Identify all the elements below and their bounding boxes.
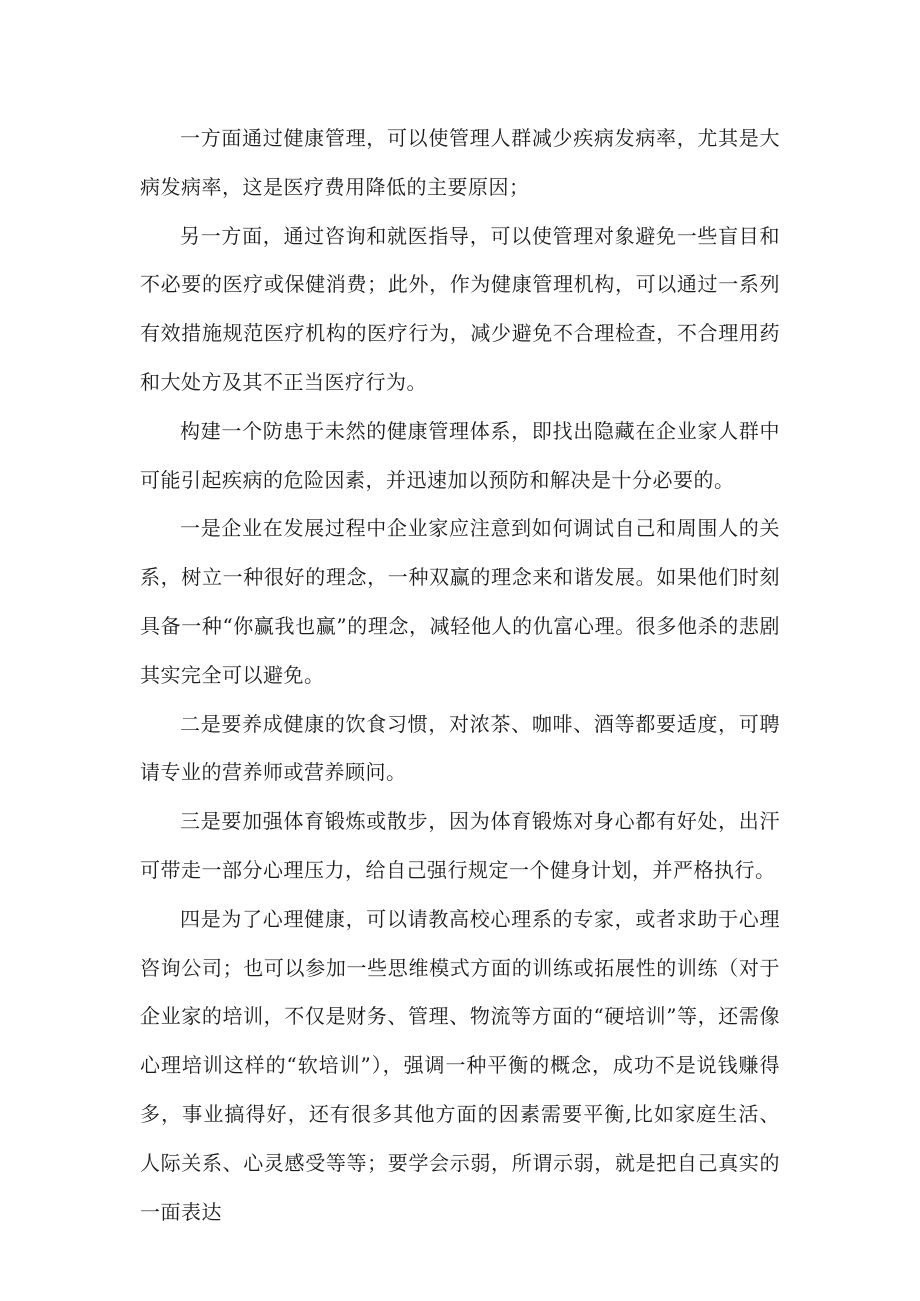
paragraph-point-three-exercise: 三是要加强体育锻炼或散步，因为体育锻炼对身心都有好处，出汗可带走一部分心理压力，给自己强行规定一个健身计划，并严格执行。 — [140, 809, 780, 882]
paragraph-point-one-relationships: 一是企业在发展过程中企业家应注意到如何调试自己和周围人的关系，树立一种很好的理念，一种双赢的理念来和谐发展。如果他们时刻具备一种“你赢我也赢”的理念，减轻他人的仇富心理。很多他杀的悲剧其实完全可以避免。 — [140, 516, 780, 687]
paragraph-point-two-diet: 二是要养成健康的饮食习惯，对浓茶、咖啡、酒等都要适度，可聘请专业的营养师或营养顾问。 — [140, 711, 780, 785]
paragraph-point-four-mental-health: 四是为了心理健康，可以请教高校心理系的专家，或者求助于心理咨询公司；也可以参加一些思维模式方面的训练或拓展性的训练（对于企业家的培训，不仅是财务、管理、物流等方面的“硬培训”等，还需像心理培训这样的“软培训”），强调一种平衡的概念，成功不是说钱赚得多，事业搞得好，还有很多其他方面的因素需要平衡,比如家庭生活、人际关系、心灵感受等等；要学会示弱，所谓示弱，就是把自己真实的一面表达 — [140, 906, 780, 1224]
paragraph-consulting-guidance: 另一方面，通过咨询和就医指导，可以使管理对象避免一些盲目和不必要的医疗或保健消费；此外，作为健康管理机构，可以通过一系列有效措施规范医疗机构的医疗行为，减少避免不合理检查，不合理用药和大处方及其不正当医疗行为。 — [140, 223, 780, 394]
paragraph-health-management-benefit: 一方面通过健康管理，可以使管理人群减少疾病发病率，尤其是大病发病率，这是医疗费用降低的主要原因； — [140, 126, 780, 199]
document-body — [140, 114, 780, 1236]
paragraph-prevention-system: 构建一个防患于未然的健康管理体系，即找出隐藏在企业家人群中可能引起疾病的危险因素，并迅速加以预防和解决是十分必要的。 — [140, 418, 780, 492]
